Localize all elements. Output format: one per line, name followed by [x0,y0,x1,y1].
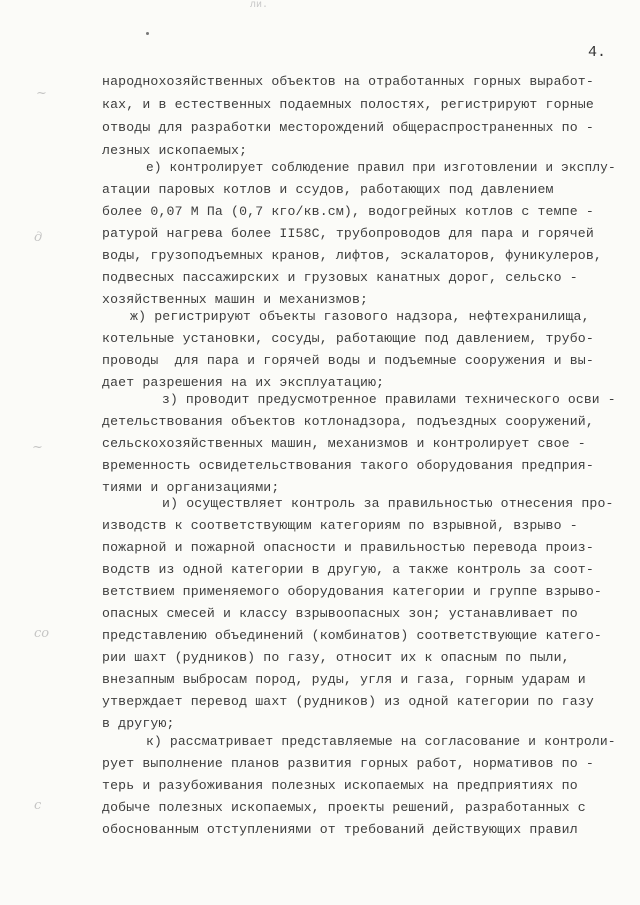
text-line: лезных ископаемых; [102,143,248,158]
text-line: представлению объединений (комбинатов) соответствующие катего- [102,628,602,643]
text-line: дает разрешения на их эксплуатацию; [102,375,385,390]
text-line: водств из одной категории в другую, а также контроль за соот- [102,562,594,577]
text-line: терь и разубоживания полезных ископаемых на предприятиях по [102,778,578,793]
text-line: опасных смесей и классу взрывоопасных зон; устанавливает по [102,606,578,621]
text-line: ж) регистрируют объекты газового надзора, нефтехранилища, [130,309,590,324]
text-line: хозяйственных машин и механизмов; [102,292,369,307]
margin-mark-1: ~ [36,86,47,101]
text-line: в другую; [102,716,175,731]
ink-speck [146,32,149,35]
text-line: добыче полезных ископаемых, проекты решений, разработанных с [102,800,586,815]
text-line: детельствования объектов котлонадзора, подъездных сооружений, [102,414,594,429]
text-line: рует выполнение планов развития горных работ, нормативов по - [102,756,594,771]
margin-mark-4: со [34,626,50,641]
text-line: тиями и организациями; [102,480,280,495]
text-line: атации паровых котлов и ссудов, работающих под давлением [102,182,554,197]
text-line: отводы для разработки месторождений общераспространенных по - [102,120,594,135]
text-line: сельскохозяйственных машин, механизмов и контролирует свое - [102,436,586,451]
text-line: ветствием применяемого оборудования категории и группе взрыво- [102,584,602,599]
text-line: и) осуществляет контроль за правильностью отнесения про- [162,496,614,511]
margin-mark-2: д [34,230,43,245]
text-line: утверждает перевод шахт (рудников) из одной категории по газу [102,694,594,709]
text-line: ках, и в естественных подаемных полостях, регистрируют горные [102,97,594,112]
text-line: котельные установки, сосуды, работающие под давлением, трубо- [102,331,594,346]
page-number: 4. [588,44,607,61]
text-line: народнохозяйственных объектов на отработанных горных выработ- [102,74,594,89]
text-line: е) контролирует соблюдение правил при изготовлении и эксплу- [146,160,616,175]
text-line: воды, грузоподъемных кранов, лифтов, эскалаторов, фуникулеров, [102,248,602,263]
text-line: з) проводит предусмотренное правилами технического осви - [162,392,616,407]
text-line: внезапным выбросам пород, руды, угля и газа, горным ударам и [102,672,586,687]
margin-mark-3: ~ [32,440,43,455]
margin-mark-5: с [34,798,42,813]
text-line: обоснованным отступлениями от требований действующих правил [102,822,578,837]
header-scribble: ли. [250,0,269,11]
text-line: ратурой нагрева более II58С, трубопроводов для пара и горячей [102,226,594,241]
text-line: к) рассматривает представляемые на согласование и контроли- [146,734,616,749]
text-line: изводств к соответствующим категориям по взрывной, взрыво - [102,518,578,533]
text-line: рии шахт (рудников) по газу, относит их к опасным по пыли, [102,650,570,665]
text-line: временность освидетельствования такого оборудования предприя- [102,458,594,473]
text-line: подвесных пассажирских и грузовых канатных дорог, сельско - [102,270,578,285]
text-line: более 0,07 М Па (0,7 кго/кв.см), водогрейных котлов с темпе - [102,204,594,219]
text-line: проводы для пара и горячей воды и подъемные сооружения и вы- [102,353,594,368]
text-line: пожарной и пожарной опасности и правильностью перевода произ- [102,540,594,555]
